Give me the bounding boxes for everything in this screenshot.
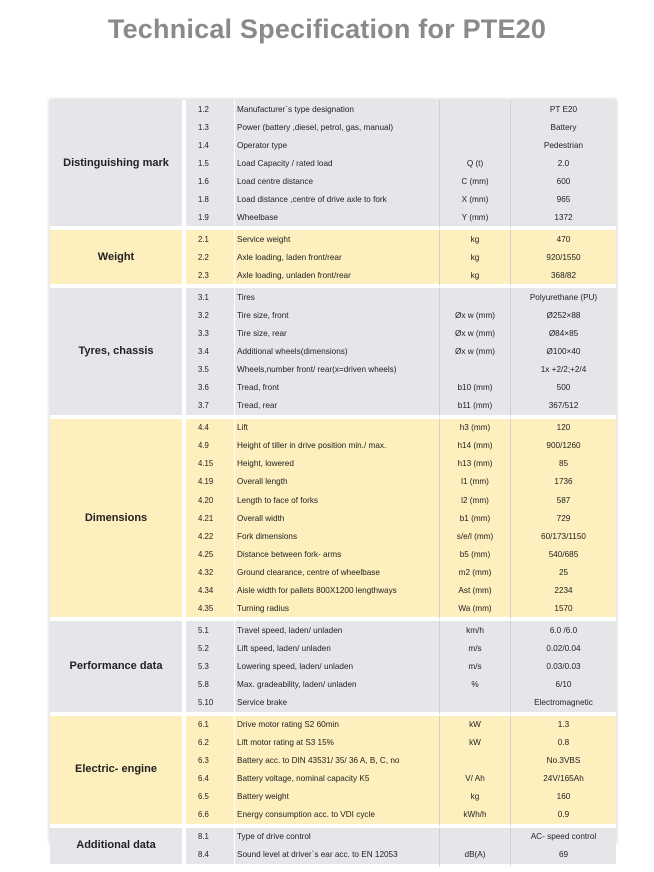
row-description: Max. gradeability, laden/ unladen bbox=[234, 675, 439, 693]
row-unit: b11 (mm) bbox=[439, 397, 511, 419]
row-number: 6.2 bbox=[186, 734, 234, 752]
row-number: 1.5 bbox=[186, 154, 234, 172]
section-label: Dimensions bbox=[50, 419, 186, 622]
row-unit: C (mm) bbox=[439, 172, 511, 190]
row-number: 1.9 bbox=[186, 208, 234, 230]
row-description: Wheelbase bbox=[234, 208, 439, 230]
row-description: Height of tiller in drive position min./ max. bbox=[234, 437, 439, 455]
row-number: 3.6 bbox=[186, 379, 234, 397]
row-number: 3.7 bbox=[186, 397, 234, 419]
section-label: Additional data bbox=[50, 828, 186, 868]
row-unit: Øx w (mm) bbox=[439, 343, 511, 361]
row-value: 729 bbox=[511, 509, 616, 527]
row-value: 587 bbox=[511, 491, 616, 509]
table-row bbox=[50, 288, 616, 306]
row-description: Energy consumption acc. to VDI cycle bbox=[234, 806, 439, 828]
row-unit: kg bbox=[439, 230, 511, 248]
row-value: 85 bbox=[511, 455, 616, 473]
row-description: Service weight bbox=[234, 230, 439, 248]
table-row bbox=[50, 419, 616, 437]
row-unit: m/s bbox=[439, 657, 511, 675]
table-row bbox=[50, 100, 616, 118]
row-value: 1.3 bbox=[511, 716, 616, 734]
section-label: Performance data bbox=[50, 621, 186, 715]
row-description: Travel speed, laden/ unladen bbox=[234, 621, 439, 639]
row-unit bbox=[439, 828, 511, 846]
row-description: Overall length bbox=[234, 473, 439, 491]
row-value: 0.9 bbox=[511, 806, 616, 828]
row-description: Sound level at driver`s ear acc. to EN 12053 bbox=[234, 846, 439, 868]
row-value: 60/173/1150 bbox=[511, 527, 616, 545]
row-unit: m/s bbox=[439, 639, 511, 657]
row-value: 500 bbox=[511, 379, 616, 397]
row-value: 1372 bbox=[511, 208, 616, 230]
row-value: 69 bbox=[511, 846, 616, 868]
row-unit: kg bbox=[439, 788, 511, 806]
row-number: 5.1 bbox=[186, 621, 234, 639]
row-value: Ø100×40 bbox=[511, 343, 616, 361]
row-description: Lowering speed, laden/ unladen bbox=[234, 657, 439, 675]
row-unit: l1 (mm) bbox=[439, 473, 511, 491]
row-number: 4.19 bbox=[186, 473, 234, 491]
row-number: 3.2 bbox=[186, 307, 234, 325]
row-value: AC- speed control bbox=[511, 828, 616, 846]
row-description: Additional wheels(dimensions) bbox=[234, 343, 439, 361]
row-value: Ø84×85 bbox=[511, 325, 616, 343]
row-value: 368/82 bbox=[511, 266, 616, 288]
row-unit bbox=[439, 361, 511, 379]
row-number: 5.10 bbox=[186, 694, 234, 716]
row-value: 1736 bbox=[511, 473, 616, 491]
row-unit: X (mm) bbox=[439, 190, 511, 208]
row-description: Lift bbox=[234, 419, 439, 437]
section-label: Distinguishing mark bbox=[50, 100, 186, 230]
row-unit: Øx w (mm) bbox=[439, 325, 511, 343]
page-title: Technical Specification for PTE20 bbox=[107, 14, 547, 44]
row-number: 2.2 bbox=[186, 248, 234, 266]
row-number: 3.4 bbox=[186, 343, 234, 361]
row-description: Load Capacity / rated load bbox=[234, 154, 439, 172]
row-description: Drive motor rating S2 60min bbox=[234, 716, 439, 734]
row-unit: dB(A) bbox=[439, 846, 511, 868]
row-number: 4.25 bbox=[186, 545, 234, 563]
row-description: Battery weight bbox=[234, 788, 439, 806]
row-value: 24V/165Ah bbox=[511, 770, 616, 788]
row-unit: Y (mm) bbox=[439, 208, 511, 230]
row-value: 367/512 bbox=[511, 397, 616, 419]
row-number: 3.1 bbox=[186, 288, 234, 306]
row-value: Electromagnetic bbox=[511, 694, 616, 716]
row-description: Tread, front bbox=[234, 379, 439, 397]
row-number: 4.20 bbox=[186, 491, 234, 509]
row-description: Length to face of forks bbox=[234, 491, 439, 509]
row-value: 2234 bbox=[511, 581, 616, 599]
row-value: 25 bbox=[511, 563, 616, 581]
row-unit: kW bbox=[439, 734, 511, 752]
row-description: Operator type bbox=[234, 136, 439, 154]
row-unit: m2 (mm) bbox=[439, 563, 511, 581]
row-description: Fork dimensions bbox=[234, 527, 439, 545]
row-value: 920/1550 bbox=[511, 248, 616, 266]
row-number: 4.22 bbox=[186, 527, 234, 545]
row-number: 3.3 bbox=[186, 325, 234, 343]
row-number: 6.4 bbox=[186, 770, 234, 788]
spec-table-card bbox=[50, 100, 616, 860]
row-unit: h3 (mm) bbox=[439, 419, 511, 437]
row-number: 6.1 bbox=[186, 716, 234, 734]
row-description: Distance between fork- arms bbox=[234, 545, 439, 563]
row-description: Overall width bbox=[234, 509, 439, 527]
table-row bbox=[50, 828, 616, 846]
table-row bbox=[50, 230, 616, 248]
section-label: Tyres, chassis bbox=[50, 288, 186, 418]
row-value: Polyurethane (PU) bbox=[511, 288, 616, 306]
row-description: Tread, rear bbox=[234, 397, 439, 419]
row-description: Type of drive control bbox=[234, 828, 439, 846]
row-description: Battery voltage, nominal capacity K5 bbox=[234, 770, 439, 788]
row-unit: l2 (mm) bbox=[439, 491, 511, 509]
row-number: 4.34 bbox=[186, 581, 234, 599]
row-description: Manufacturer`s type designation bbox=[234, 100, 439, 118]
row-description: Tires bbox=[234, 288, 439, 306]
row-unit: V/ Ah bbox=[439, 770, 511, 788]
row-number: 4.35 bbox=[186, 599, 234, 621]
row-value: 1570 bbox=[511, 599, 616, 621]
row-value: Ø252×88 bbox=[511, 307, 616, 325]
row-unit: km/h bbox=[439, 621, 511, 639]
row-number: 4.9 bbox=[186, 437, 234, 455]
row-description: Lift motor rating at S3 15% bbox=[234, 734, 439, 752]
table-row bbox=[50, 716, 616, 734]
row-number: 8.4 bbox=[186, 846, 234, 868]
table-row bbox=[50, 621, 616, 639]
row-unit: Wa (mm) bbox=[439, 599, 511, 621]
row-unit: kW bbox=[439, 716, 511, 734]
row-value: 160 bbox=[511, 788, 616, 806]
row-unit bbox=[439, 118, 511, 136]
row-unit bbox=[439, 752, 511, 770]
row-unit: Q (t) bbox=[439, 154, 511, 172]
row-number: 4.15 bbox=[186, 455, 234, 473]
row-value: 0.8 bbox=[511, 734, 616, 752]
row-number: 4.32 bbox=[186, 563, 234, 581]
row-unit bbox=[439, 694, 511, 716]
row-value: PT E20 bbox=[511, 100, 616, 118]
row-unit: kWh/h bbox=[439, 806, 511, 828]
row-number: 5.8 bbox=[186, 675, 234, 693]
row-unit: s/e/l (mm) bbox=[439, 527, 511, 545]
row-unit: h13 (mm) bbox=[439, 455, 511, 473]
row-number: 6.5 bbox=[186, 788, 234, 806]
row-description: Lift speed, laden/ unladen bbox=[234, 639, 439, 657]
row-description: Battery acc. to DIN 43531/ 35/ 36 A, B, C, no bbox=[234, 752, 439, 770]
row-value: Pedestrian bbox=[511, 136, 616, 154]
row-number: 1.6 bbox=[186, 172, 234, 190]
row-unit: kg bbox=[439, 266, 511, 288]
row-number: 1.4 bbox=[186, 136, 234, 154]
row-unit bbox=[439, 288, 511, 306]
row-number: 2.3 bbox=[186, 266, 234, 288]
row-value: 600 bbox=[511, 172, 616, 190]
row-description: Turning radius bbox=[234, 599, 439, 621]
row-number: 6.3 bbox=[186, 752, 234, 770]
row-value: No.3VBS bbox=[511, 752, 616, 770]
row-number: 5.3 bbox=[186, 657, 234, 675]
row-number: 6.6 bbox=[186, 806, 234, 828]
row-unit: Ast (mm) bbox=[439, 581, 511, 599]
row-description: Load distance ,centre of drive axle to fork bbox=[234, 190, 439, 208]
row-value: 1x +2/2;+2/4 bbox=[511, 361, 616, 379]
row-description: Tire size, rear bbox=[234, 325, 439, 343]
row-number: 4.4 bbox=[186, 419, 234, 437]
row-number: 5.2 bbox=[186, 639, 234, 657]
row-number: 3.5 bbox=[186, 361, 234, 379]
row-number: 1.3 bbox=[186, 118, 234, 136]
row-description: Power (battery ,diesel, petrol, gas, manual) bbox=[234, 118, 439, 136]
row-description: Load centre distance bbox=[234, 172, 439, 190]
row-value: 900/1260 bbox=[511, 437, 616, 455]
row-description: Wheels,number front/ rear(x=driven wheels) bbox=[234, 361, 439, 379]
row-number: 8.1 bbox=[186, 828, 234, 846]
row-unit: Øx w (mm) bbox=[439, 307, 511, 325]
row-value: 2.0 bbox=[511, 154, 616, 172]
row-unit bbox=[439, 136, 511, 154]
row-value: 965 bbox=[511, 190, 616, 208]
row-description: Axle loading, laden front/rear bbox=[234, 248, 439, 266]
row-unit: % bbox=[439, 675, 511, 693]
section-label: Weight bbox=[50, 230, 186, 288]
row-number: 1.2 bbox=[186, 100, 234, 118]
row-value: 6/10 bbox=[511, 675, 616, 693]
row-value: 0.02/0.04 bbox=[511, 639, 616, 657]
row-unit: h14 (mm) bbox=[439, 437, 511, 455]
row-unit: kg bbox=[439, 248, 511, 266]
row-value: 540/685 bbox=[511, 545, 616, 563]
row-value: 6.0 /6.0 bbox=[511, 621, 616, 639]
row-unit: b5 (mm) bbox=[439, 545, 511, 563]
row-description: Ground clearance, centre of wheelbase bbox=[234, 563, 439, 581]
row-unit: b10 (mm) bbox=[439, 379, 511, 397]
row-description: Height, lowered bbox=[234, 455, 439, 473]
row-value: 0.03/0.03 bbox=[511, 657, 616, 675]
section-label: Electric- engine bbox=[50, 716, 186, 828]
spec-table bbox=[50, 100, 616, 868]
row-description: Aisle width for pallets 800X1200 lengthways bbox=[234, 581, 439, 599]
row-value: Battery bbox=[511, 118, 616, 136]
row-value: 470 bbox=[511, 230, 616, 248]
row-number: 4.21 bbox=[186, 509, 234, 527]
row-description: Axle loading, unladen front/rear bbox=[234, 266, 439, 288]
row-number: 2.1 bbox=[186, 230, 234, 248]
row-number: 1.8 bbox=[186, 190, 234, 208]
row-description: Tire size, front bbox=[234, 307, 439, 325]
row-description: Service brake bbox=[234, 694, 439, 716]
row-unit: b1 (mm) bbox=[439, 509, 511, 527]
row-unit bbox=[439, 100, 511, 118]
spec-table-body bbox=[50, 100, 616, 868]
row-value: 120 bbox=[511, 419, 616, 437]
